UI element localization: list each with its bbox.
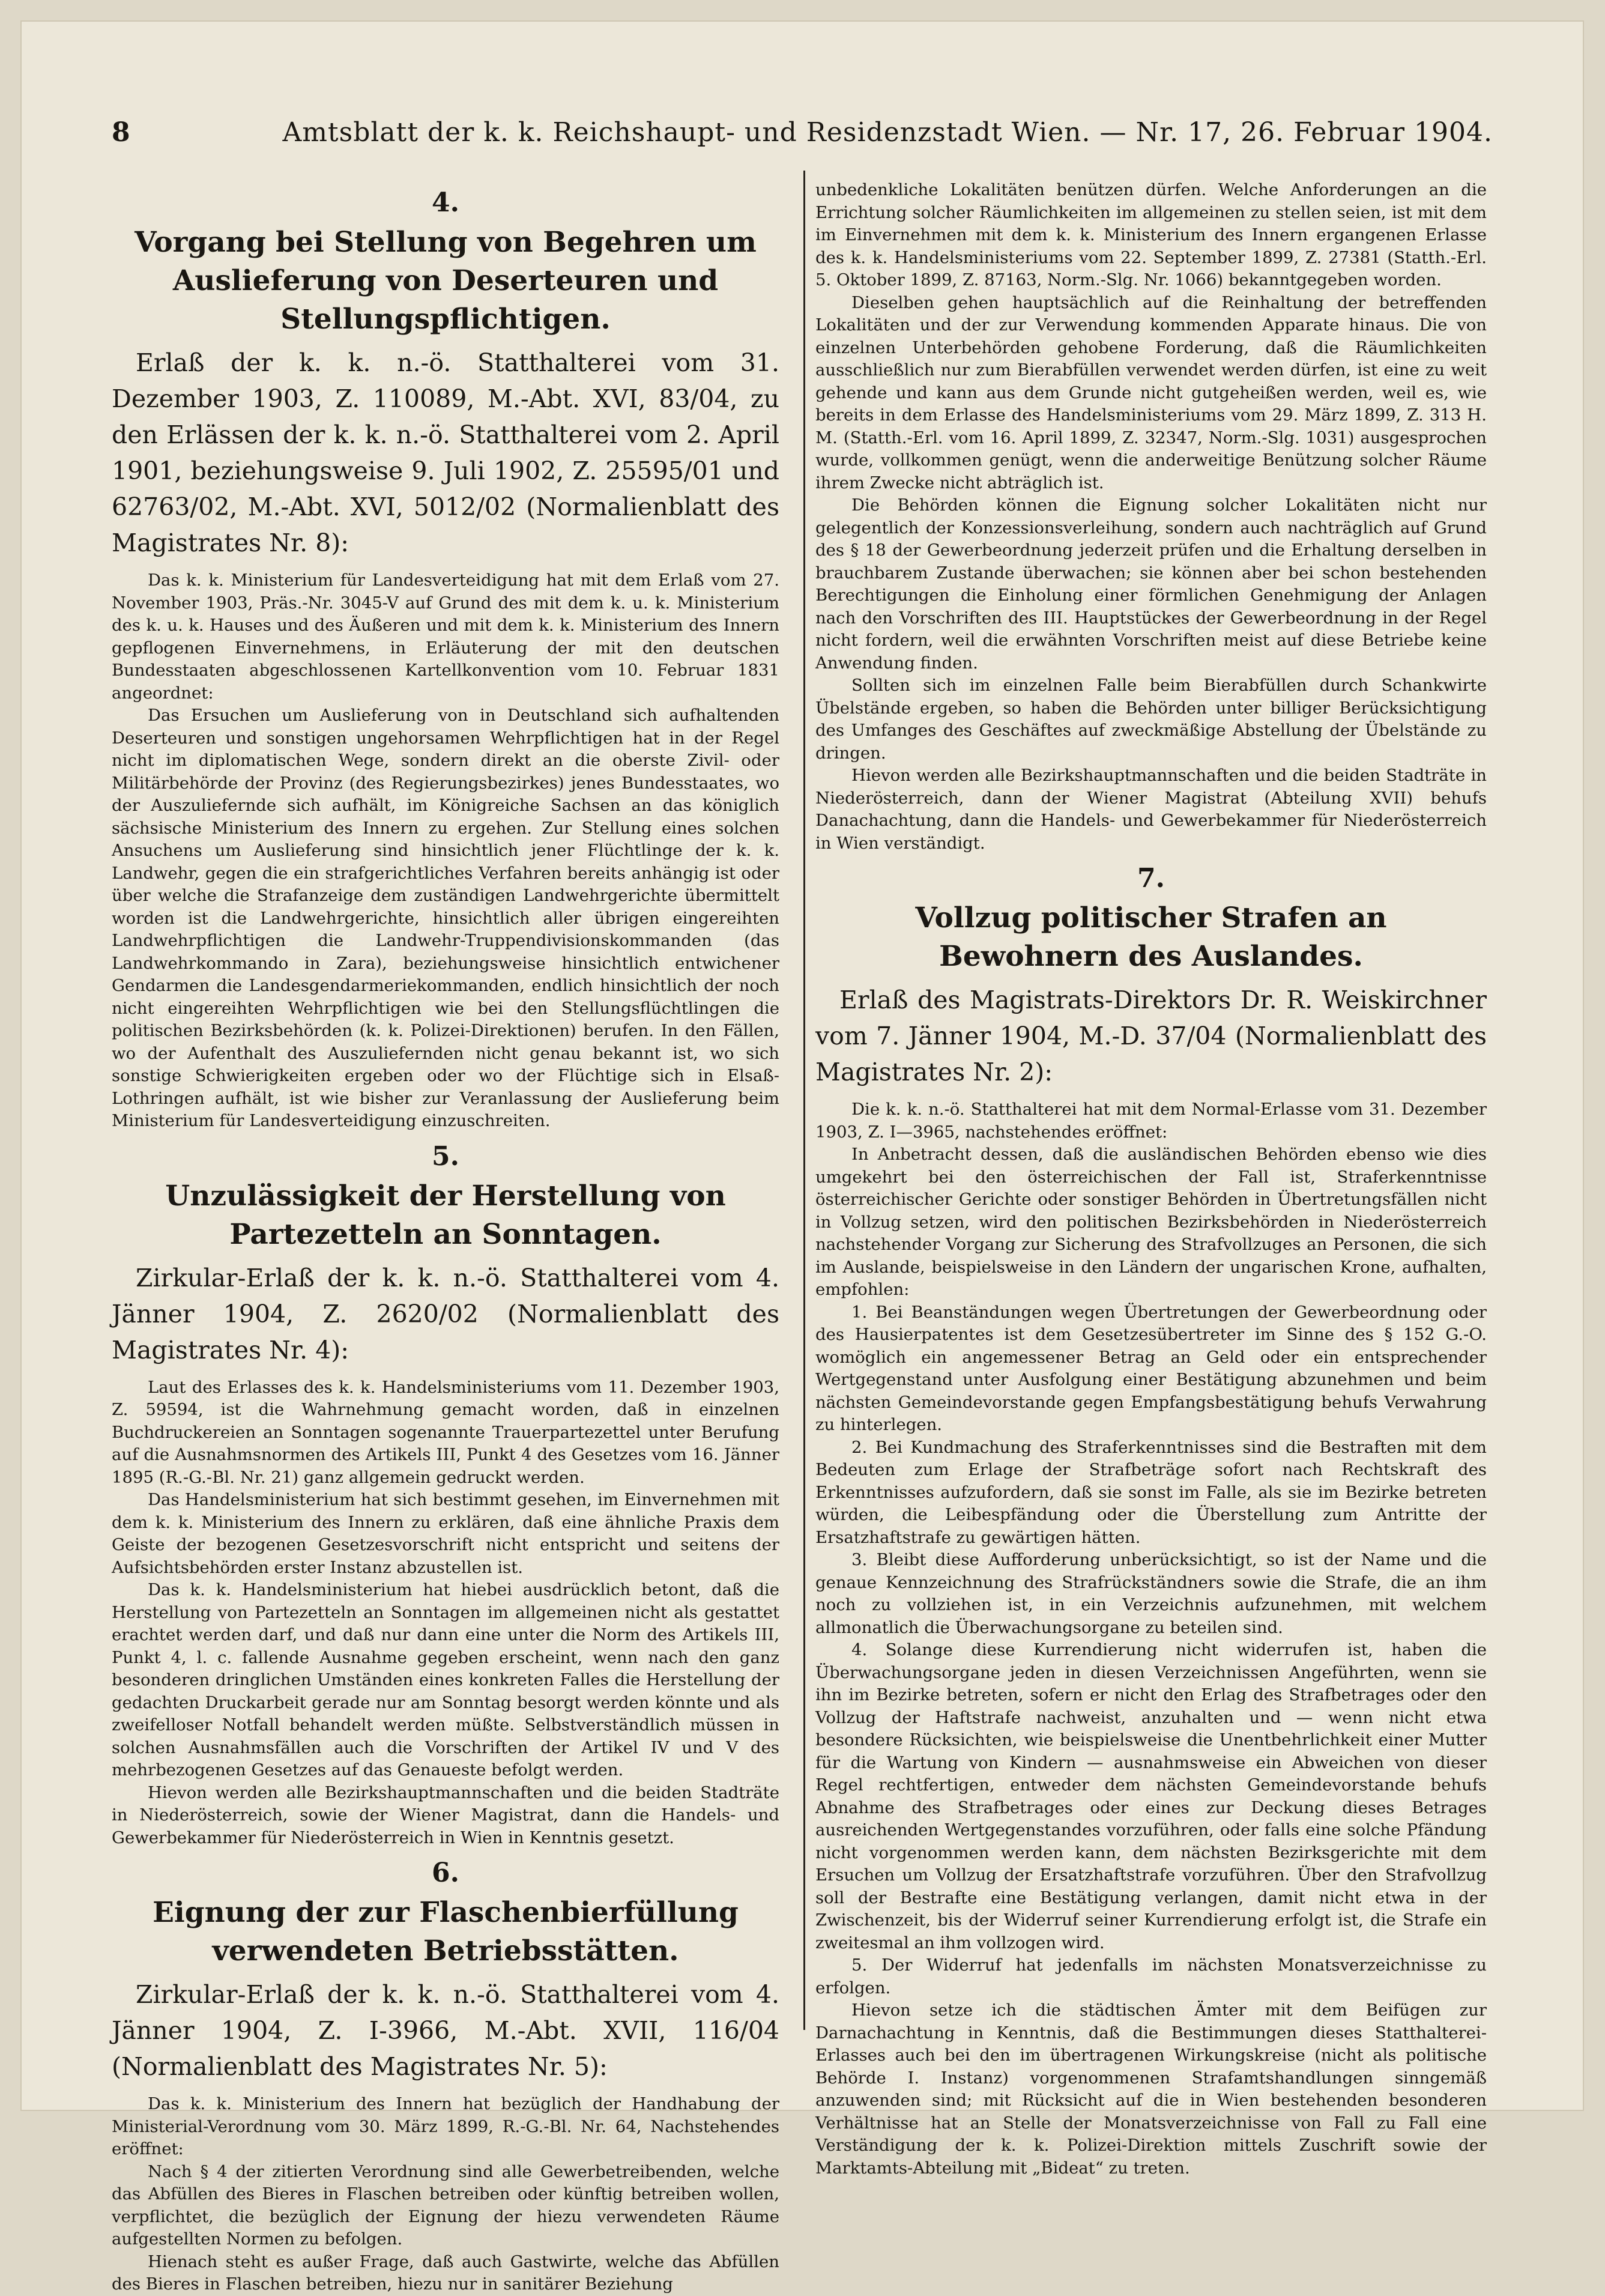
paragraph: Hievon werden alle Bezirkshauptmannschaften und die beiden Stadträte in Niederösterreich, dann der Wiener Magistrat (Abteilung XVII) behufs Danachachtung, dann die Handels- und Gewerbekammer für Niederösterreich in Wien verständigt. — [815, 766, 1487, 853]
running-title: Amtsblatt der k. k. Reichshaupt- und Residenzstadt Wien. — Nr. 17, 26. Februar 1904. — [282, 117, 1493, 148]
paragraph: 4. Solange diese Kurrendierung nicht widerrufen ist, haben die Überwachungsorgane jeden in diesen Verzeichnissen Angeführten, wenn sie ihn im Bezirke betreten, sofern er nicht den Erlag des Strafbetrages oder den Vollzug der Haftstrafe nachweist, anzuhalten und — wenn nicht etwa besondere Rücksichten, wie beispielsweise die Unentbehrlichkeit einer Mutter für die Wartung von Kindern — ausnahmsweise ein Abweichen von dieser Regel rechtfertigen, entweder dem nächsten Gemeindevorstande behufs Abnahme des Strafbetrages oder eines zur Deckung dieses Betrages ausreichenden Wertgegenstandes vorzuführen, oder falls eine solche Pfändung nicht vorgenommen werden kann, dem nächsten Bezirksgerichte mit dem Ersuchen um Vollzug der Ersatzhaftstrafe vorzuführen. Über den Strafvollzug soll der Bestrafte eine Bestätigung verlangen, damit nicht etwa in der Zwischenzeit, bis der Widerruf seiner Kurrendierung erfolgt ist, die Strafe ein zweitesmal an ihm vollzogen wird. — [815, 1640, 1487, 1952]
column-divider — [803, 171, 805, 2030]
section-title: Unzulässigkeit der Herstellung von Partezetteln an Sonntagen. — [165, 1179, 726, 1251]
paragraph: Die k. k. n.-ö. Statthalterei hat mit dem Normal-Erlasse vom 31. Dezember 1903, Z. I—3965, nachstehendes eröffnet: — [815, 1100, 1487, 1142]
paragraph: Sollten sich im einzelnen Falle beim Bierabfüllen durch Schankwirte Übelstände ergeben, so haben die Behörden unter billiger Berücksichtigung des Umfanges des Geschäftes auf zweckmäßige Abstellung der Übelstände zu dringen. — [815, 676, 1487, 763]
section-number: 7. — [1137, 863, 1165, 894]
paragraph: 2. Bei Kundmachung des Straferkenntnisses sind die Bestraften mit dem Bedeuten zum Erlage der Strafbeträge sofort nach Rechtskraft des Erkenntnisses aufzufordern, daß sie sonst im Falle, als sie im Bezirke betreten würden, die Leibespfändung oder die Überstellung zum Antritte der Ersatzhaftstrafe zu gewärtigen hätten. — [815, 1437, 1487, 1547]
decree-reference: Zirkular-Erlaß der k. k. n.-ö. Statthalterei vom 4. Jänner 1904, Z. 2620/02 (Normalienblatt des Magistrates Nr. 4): — [112, 1263, 779, 1365]
decree-reference: Zirkular-Erlaß der k. k. n.-ö. Statthalterei vom 4. Jänner 1904, Z. I-3966, M.-Abt. XVII, 116/04 (Normalienblatt des Magistrates Nr. 5): — [112, 1980, 779, 2081]
paragraph: Das Handelsministerium hat sich bestimmt gesehen, im Einvernehmen mit dem k. k. Ministerium des Innern zu erklären, daß eine ähnliche Praxis dem Geiste der bezogenen Gesetzesvorschrift nicht entspricht und seitens der Aufsichtsbehörden erster Instanz abzustellen ist. — [112, 1490, 779, 1577]
paragraph: 5. Der Widerruf hat jedenfalls im nächsten Monatsverzeichnisse zu erfolgen. — [815, 1955, 1487, 1998]
paragraph: Nach § 4 der zitierten Verordnung sind alle Gewerbetreibenden, welche das Abfüllen des Bieres in Flaschen betreiben oder künftig betreiben wollen, verpflichtet, die bezüglich der Eignung der hiezu verwendeten Räume aufgestellten Normen zu befolgen. — [112, 2161, 779, 2249]
paragraph: Hienach steht es außer Frage, daß auch Gastwirte, welche das Abfüllen des Bieres in Flaschen betreiben, hiezu nur in sanitärer Beziehung — [112, 2252, 779, 2294]
paragraph: Dieselben gehen hauptsächlich auf die Reinhaltung der betreffenden Lokalitäten und der zur Verwendung kommenden Apparate hinaus. Die von einzelnen Unterbehörden gehobene Forderung, daß die Räumlichkeiten ausschließlich nur zum Bierabfüllen verwendet werden dürfen, ist eine zu weit gehende und kann aus dem Grunde nicht gutgeheißen werden, weil es, wie bereits in dem Erlasse des Handelsministeriums vom 29. März 1899, Z. 313 H. M. (Statth.-Erl. vom 16. April 1899, Z. 32347, Norm.-Slg. 1031) ausgesprochen wurde, vollkommen genügt, wenn die anderweitige Benützung solcher Räume ihrem Zwecke nicht abträglich ist. — [815, 292, 1487, 492]
left-column — [112, 179, 779, 2294]
section-number: 6. — [432, 1858, 459, 1888]
section-title: Eignung der zur Flaschenbierfüllung verwendeten Betriebsstätten. — [153, 1896, 739, 1967]
paragraph: 3. Bleibt diese Aufforderung unberücksichtigt, so ist der Name und die genaue Kennzeichnung des Strafrückständners sowie die Strafe, die an ihm noch zu vollziehen ist, in ein Verzeichnis aufzunehmen, mit welchem allmonatlich die Überwachungsorgane zu beteilen sind. — [815, 1550, 1487, 1637]
decree-reference: Erlaß der k. k. n.-ö. Statthalterei vom 31. Dezember 1903, Z. 110089, M.-Abt. XVI, 83/04, zu den Erlässen der k. k. n.-ö. Statthalterei vom 2. April 1901, beziehungsweise 9. Juli 1902, Z. 25595/01 und 62763/02, M.-Abt. XVI, 5012/02 (Normalienblatt des Magistrates Nr. 8): — [112, 348, 779, 557]
paragraph: Die Behörden können die Eignung solcher Lokalitäten nicht nur gelegentlich der Konzessionsverleihung, sondern auch nachträglich auf Grund des § 18 der Gewerbeordnung jederzeit prüfen und die Erhaltung derselben in brauchbarem Zustande überwachen; sie können aber bei schon bestehenden Berechtigungen die Einholung einer förmlichen Genehmigung der Anlagen nach den Vorschriften des III. Hauptstückes der Gewerbeordnung in der Regel nicht fordern, weil die erwähnten Vorschriften meist auf diese Betriebe keine Anwendung finden. — [815, 495, 1487, 673]
page-header — [112, 112, 1493, 154]
right-column — [815, 179, 1487, 2178]
section-title: Vorgang bei Stellung von Begehren um Auslieferung von Deserteuren und Stellungspflichtigen. — [135, 226, 757, 336]
paragraph: Das k. k. Ministerium des Innern hat bezüglich der Handhabung der Ministerial-Verordnung vom 30. März 1899, R.-G.-Bl. Nr. 64, Nachstehendes eröffnet: — [112, 2094, 779, 2158]
decree-reference: Erlaß des Magistrats-Direktors Dr. R. Weiskirchner vom 7. Jänner 1904, M.-D. 37/04 (Normalienblatt des Magistrates Nr. 2): — [815, 986, 1487, 1086]
paragraph: Hievon setze ich die städtischen Ämter mit dem Beifügen zur Darnachachtung in Kenntnis, daß die Bestimmungen dieses Statthalterei-Erlasses auch bei den im übertragenen Wirkungskreise (nicht als politische Behörde I. Instanz) vorgenommenen Strafamtshandlungen sinngemäß anzuwenden sind; mit Rücksicht auf die in Wien bestehenden besonderen Verhältnisse hat an Stelle der Monatsverzeichnisse von Fall zu Fall eine Verständigung der k. k. Polizei-Direktion mittels Zuschrift sowie der Marktamts-Abteilung mit „Bideat“ zu treten. — [815, 2001, 1487, 2178]
section-title: Vollzug politischer Strafen an Bewohnern des Auslandes. — [915, 901, 1387, 973]
paragraph: 1. Bei Beanständungen wegen Übertretungen der Gewerbeordnung oder des Hausierpatentes ist dem Gesetzesübertreter im Sinne des § 152 G.-O. womöglich ein angemessener Betrag an Geld oder ein entsprechender Wertgegenstand unter Ausfolgung einer Bestätigung abzunehmen und beim nächsten Gemeindevorstande gegen Empfangsbestätigung behufs Verwahrung zu hinterlegen. — [815, 1302, 1487, 1434]
paragraph: Das k. k. Handelsministerium hat hiebei ausdrücklich betont, daß die Herstellung von Partezetteln an Sonntagen im allgemeinen nicht als gestattet erachtet werden darf, und daß nur dann eine unter die Norm des Artikels III, Punkt 4, l. c. fallende Ausnahme gegeben erscheint, wenn nach den ganz besonderen dringlichen Umständen eines konkreten Falles die Herstellung der gedachten Druckarbeit gerade nur am Sonntag besorgt werden könnte und als zweifelloser Notfall behandelt werden müßte. Selbstverständlich müssen in solchen Ausnahmsfällen auch die Vorschriften der Artikel IV und V des mehrbezogenen Gesetzes auf das Genaueste befolgt werden. — [112, 1580, 779, 1780]
paragraph: Laut des Erlasses des k. k. Handelsministeriums vom 11. Dezember 1903, Z. 59594, ist die Wahrnehmung gemacht worden, daß in einzelnen Buchdruckereien an Sonntagen sogenannte Trauerpartezettel unter Berufung auf die Ausnahmsnormen des Artikels III, Punkt 4 des Gesetzes vom 16. Jänner 1895 (R.-G.-Bl. Nr. 21) ganz allgemein gedruckt werden. — [112, 1377, 779, 1487]
paragraph: Das Ersuchen um Auslieferung von in Deutschland sich aufhaltenden Deserteuren und sonstigen ungehorsamen Wehrpflichtigen hat in der Regel nicht im diplomatischen Wege, sondern direkt an die oberste Zivil- oder Militärbehörde der Provinz (des Regierungsbezirkes) jenes Bundesstaates, wo der Auszuliefernde sich aufhält, im Königreiche Sachsen an das königlich sächsische Ministerium des Innern zu ergehen. Zur Stellung eines solchen Ansuchens um Auslieferung sind hinsichtlich jener Flüchtlinge der k. k. Landwehr, gegen die ein strafgerichtliches Verfahren bereits anhängig ist oder über welche die Strafanzeige dem zuständigen Landwehrgerichte übermittelt worden ist die Landwehrgerichte, hinsichtlich aller übrigen eingereihten Landwehrpflichtigen die Landwehr-Truppendivisionskommanden (das Landwehrkommando in Zara), beziehungsweise hinsichtlich entwichener Gendarmen die Landesgendarmeriekommanden, endlich hinsichtlich der noch nicht eingereihten Wehrpflichtigen wie bei den Stellungsflüchtlingen die politischen Bezirksbehörden (k. k. Polizei-Direktionen) berufen. In den Fällen, wo der Aufenthalt des Auszuliefernden nicht genau bekannt ist, wo sich sonstige Schwierigkeiten ergeben oder wo der Flüchtige sich in Elsaß-Lothringen aufhält, ist wie bisher zur Veranlassung der Auslieferung beim Ministerium für Landesverteidigung einzuschreiten. — [112, 706, 779, 1130]
newspaper-page — [22, 22, 1583, 2294]
paragraph: Hievon werden alle Bezirkshauptmannschaften und die beiden Stadträte in Niederösterreich, sowie der Wiener Magistrat, dann die Handels- und Gewerbekammer für Niederösterreich in Wien in Kenntnis gesetzt. — [112, 1783, 779, 1847]
page-number: 8 — [112, 117, 130, 148]
paragraph: In Anbetracht dessen, daß die ausländischen Behörden ebenso wie dies umgekehrt bei den österreichischen der Fall ist, Straferkenntnisse österreichischer Gerichte oder sonstiger Behörden in Übertretungsfällen nicht in Vollzug setzen, wird den politischen Bezirksbehörden in Niederösterreich nachstehender Vorgang zur Sicherung des Strafvollzuges an Personen, die sich im Auslande, beispielsweise in den Ländern der ungarischen Krone, aufhalten, empfohlen: — [815, 1145, 1487, 1299]
paragraph: Das k. k. Ministerium für Landesverteidigung hat mit dem Erlaß vom 27. November 1903, Präs.-Nr. 3045-V auf Grund des mit dem k. u. k. Ministerium des k. u. k. Hauses und des Äußeren und mit dem k. k. Ministerium des Innern gepflogenen Einvernehmens, in Erläuterung der mit den deutschen Bundesstaaten abgeschlossenen Kartellkonvention vom 10. Februar 1831 angeordnet: — [112, 571, 779, 703]
section-number: 4. — [432, 187, 459, 218]
section-number: 5. — [432, 1140, 459, 1172]
paragraph: unbedenkliche Lokalitäten benützen dürfen. Welche Anforderungen an die Errichtung solcher Räumlichkeiten im allgemeinen zu stellen seien, ist mit dem im Einvernehmen mit dem k. k. Ministerium des Innern ergangenen Erlasse des k. k. Handelsministeriums vom 22. September 1899, Z. 27381 (Statth.-Erl. 5. Oktober 1899, Z. 87163, Norm.-Slg. Nr. 1066) bekanntgegeben worden. — [815, 180, 1487, 289]
